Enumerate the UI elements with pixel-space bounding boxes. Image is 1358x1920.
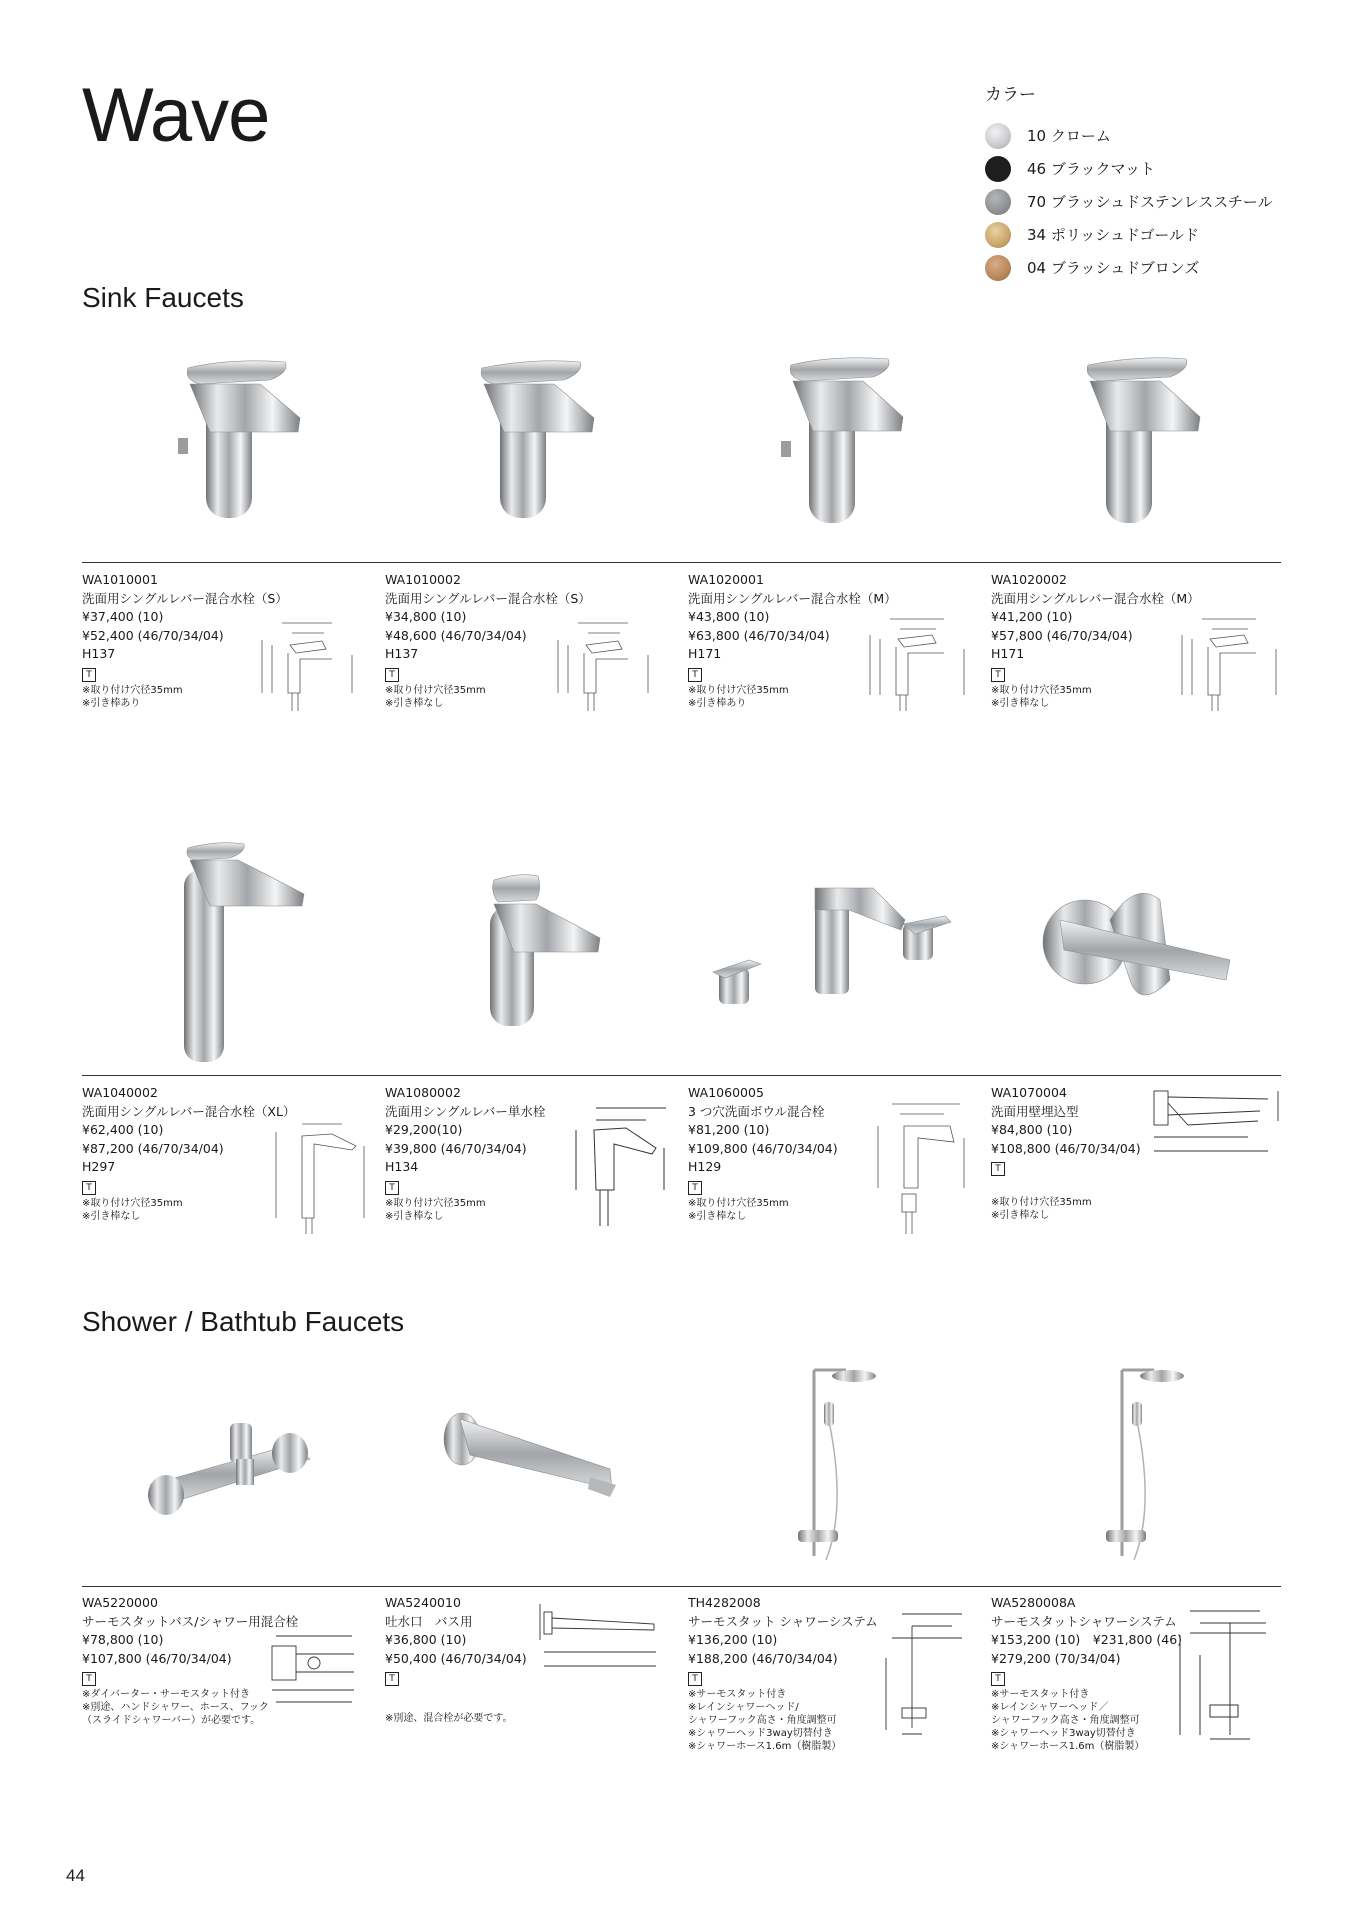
- technical-drawing: [534, 1600, 674, 1680]
- product-height: H171: [991, 646, 1025, 661]
- product-price: ¥87,200 (46/70/34/04): [82, 1140, 224, 1156]
- product-info: [688, 1084, 838, 1223]
- color-swatch: [985, 189, 1011, 215]
- technical-drawing: [262, 1118, 372, 1238]
- product-code: WA5240010: [385, 1595, 461, 1610]
- pillar-tap-icon: [480, 870, 610, 1035]
- t-badge: T: [385, 1181, 399, 1195]
- basin-mixer-m-icon: [1078, 355, 1228, 530]
- product-code: WA1060005: [688, 1085, 764, 1100]
- basin-mixer-xl-icon: [178, 840, 318, 1070]
- product-note: ※取り付け穴径35mm: [688, 1197, 789, 1209]
- product-info: [991, 1084, 1141, 1222]
- shower-system-icon: [1094, 1360, 1204, 1570]
- product-note: ※別途、ハンドシャワー、ホース、フック: [82, 1702, 269, 1713]
- product-note: ※シャワーホース1.6m（樹脂製）: [688, 1741, 842, 1752]
- wall-mounted-mixer-icon: [1040, 880, 1240, 1020]
- color-swatch: [985, 156, 1011, 182]
- product-note: ※別途、混合栓が必要です。: [385, 1713, 513, 1724]
- product-price: ¥43,800 (10): [688, 609, 770, 624]
- t-badge: T: [991, 1162, 1005, 1176]
- bath-spout-icon: [440, 1405, 630, 1515]
- color-legend-heading: カラー: [985, 85, 1036, 105]
- divider: [82, 1586, 1281, 1587]
- product-code: WA1020002: [991, 572, 1067, 587]
- product-height: H171: [688, 646, 722, 661]
- product-name: 洗面用シングルレバー混合水栓（M）: [688, 590, 897, 606]
- product-name: サーモスタットシャワーシステム: [991, 1613, 1177, 1629]
- product-price: ¥63,800 (46/70/34/04): [688, 627, 830, 643]
- product-price: ¥107,800 (46/70/34/04): [82, 1650, 232, 1666]
- technical-drawing: [262, 1630, 367, 1710]
- product-note: ※取り付け穴径35mm: [385, 1197, 486, 1209]
- thermostatic-bath-mixer-icon: [140, 1415, 330, 1515]
- product-info: [991, 571, 1200, 710]
- product-note: ※引き棒なし: [991, 697, 1050, 709]
- product-price: ¥109,800 (46/70/34/04): [688, 1140, 838, 1156]
- shower-system-icon: [786, 1360, 896, 1570]
- product-name: サーモスタットバス/シャワー用混合栓: [82, 1613, 299, 1629]
- product-note: ※取り付け穴径35mm: [991, 684, 1092, 696]
- product-note: ※引き棒なし: [688, 1210, 747, 1222]
- product-note: ※取り付け穴径35mm: [991, 1197, 1092, 1208]
- color-label: 04 ブラッシュドブロンズ: [1027, 259, 1200, 277]
- product-code: TH4282008: [688, 1595, 761, 1610]
- color-item: [985, 218, 1273, 251]
- product-name: 3 つ穴洗面ボウル混合栓: [688, 1103, 825, 1119]
- product-note: ※取り付け穴径35mm: [82, 1197, 183, 1209]
- product-price: ¥188,200 (46/70/34/04): [688, 1650, 838, 1666]
- product-price: ¥37,400 (10): [82, 609, 164, 624]
- product-price: ¥279,200 (70/34/04): [991, 1650, 1121, 1666]
- product-note: シャワーフック高さ・角度調整可: [688, 1715, 837, 1726]
- product-height: H137: [385, 646, 419, 661]
- t-badge: T: [385, 1672, 399, 1686]
- t-badge: T: [385, 668, 399, 682]
- t-badge: T: [688, 1672, 702, 1686]
- product-code: WA1010001: [82, 572, 158, 587]
- product-note: ※レインシャワーヘッド/: [688, 1702, 799, 1713]
- product-note: ※取り付け穴径35mm: [82, 684, 183, 696]
- color-label: 70 ブラッシュドステンレススチール: [1027, 193, 1273, 211]
- product-price: ¥57,800 (46/70/34/04): [991, 627, 1133, 643]
- product-price: ¥136,200 (10): [688, 1632, 778, 1647]
- color-legend: [985, 80, 1273, 284]
- color-swatch: [985, 255, 1011, 281]
- color-swatch: [985, 222, 1011, 248]
- product-note: ※引き棒なし: [385, 1210, 444, 1222]
- t-badge: T: [82, 1181, 96, 1195]
- product-price: ¥108,800 (46/70/34/04): [991, 1140, 1141, 1156]
- product-height: H137: [82, 646, 116, 661]
- product-note: ※引き棒なし: [385, 697, 444, 709]
- product-price: ¥153,200 (10) ¥231,800 (46): [991, 1632, 1183, 1647]
- product-price: ¥41,200 (10): [991, 609, 1073, 624]
- color-item: [985, 251, 1273, 284]
- product-code: WA5220000: [82, 1595, 158, 1610]
- product-code: WA1080002: [385, 1085, 461, 1100]
- product-price: ¥29,200(10): [385, 1122, 463, 1137]
- technical-drawing: [1148, 1085, 1288, 1165]
- technical-drawing: [1172, 615, 1287, 715]
- product-code: WA5280008A: [991, 1595, 1076, 1610]
- basin-mixer-m-popup-icon: [773, 355, 923, 530]
- product-note: ※取り付け穴径35mm: [688, 684, 789, 696]
- product-price: ¥62,400 (10): [82, 1122, 164, 1137]
- product-name: 洗面用シングルレバー混合水栓（S）: [385, 590, 591, 606]
- product-height: H134: [385, 1159, 419, 1174]
- product-info: [385, 1084, 545, 1223]
- product-name: 洗面用シングルレバー混合水栓（XL）: [82, 1103, 296, 1119]
- t-badge: T: [991, 1672, 1005, 1686]
- product-price: ¥50,400 (46/70/34/04): [385, 1650, 527, 1666]
- technical-drawing: [252, 615, 367, 715]
- product-height: H297: [82, 1159, 116, 1174]
- divider: [82, 1075, 1281, 1076]
- product-note: ※サーモスタット付き: [991, 1689, 1090, 1700]
- product-price: ¥48,600 (46/70/34/04): [385, 627, 527, 643]
- color-label: 10 クローム: [1027, 127, 1111, 145]
- color-item: [985, 119, 1273, 152]
- product-price: ¥34,800 (10): [385, 609, 467, 624]
- product-note: ※引き棒なし: [991, 1210, 1050, 1221]
- product-name: 吐水口 バス用: [385, 1613, 473, 1629]
- product-note: ※サーモスタット付き: [688, 1689, 787, 1700]
- product-info: [385, 1594, 527, 1725]
- color-item: [985, 152, 1273, 185]
- divider: [82, 562, 1281, 563]
- product-info: [688, 1594, 878, 1753]
- basin-mixer-s-popup-icon: [170, 358, 320, 528]
- product-name: 洗面用シングルレバー混合水栓（S）: [82, 590, 288, 606]
- technical-drawing: [566, 1100, 676, 1235]
- technical-drawing: [1170, 1605, 1290, 1750]
- product-name: 洗面用シングルレバー混合水栓（M）: [991, 590, 1200, 606]
- product-name: 洗面用壁埋込型: [991, 1103, 1079, 1119]
- product-height: H129: [688, 1159, 722, 1174]
- product-price: ¥78,800 (10): [82, 1632, 164, 1647]
- product-note: ※引き棒あり: [688, 697, 747, 709]
- product-name: サーモスタット シャワーシステム: [688, 1613, 878, 1629]
- product-name: 洗面用シングルレバー単水栓: [385, 1103, 546, 1119]
- technical-drawing: [860, 615, 975, 715]
- product-note: ※シャワーヘッド3way切替付き: [688, 1728, 833, 1739]
- product-note: ※引き棒なし: [82, 1210, 141, 1222]
- product-note: ※引き棒あり: [82, 697, 141, 709]
- page-title: Wave: [82, 73, 270, 158]
- product-note: シャワーフック高さ・角度調整可: [991, 1715, 1140, 1726]
- t-badge: T: [688, 668, 702, 682]
- product-price: ¥84,800 (10): [991, 1122, 1073, 1137]
- color-label: 46 ブラックマット: [1027, 160, 1155, 178]
- product-code: WA1010002: [385, 572, 461, 587]
- three-hole-mixer-icon: [705, 880, 960, 1020]
- product-code: WA1070004: [991, 1085, 1067, 1100]
- product-info: [991, 1594, 1182, 1753]
- product-note: ※レインシャワーヘッド／: [991, 1702, 1109, 1713]
- color-label: 34 ポリッシュドゴールド: [1027, 226, 1200, 244]
- t-badge: T: [991, 668, 1005, 682]
- page-number: 44: [66, 1866, 85, 1885]
- technical-drawing: [862, 1608, 982, 1748]
- product-code: WA1020001: [688, 572, 764, 587]
- product-code: WA1040002: [82, 1085, 158, 1100]
- t-badge: T: [688, 1181, 702, 1195]
- color-item: [985, 185, 1273, 218]
- product-price: ¥36,800 (10): [385, 1632, 467, 1647]
- product-note: （スライドシャワーバー）が必要です。: [82, 1715, 261, 1726]
- technical-drawing: [548, 615, 663, 715]
- section-heading-shower: Shower / Bathtub Faucets: [82, 1306, 405, 1337]
- t-badge: T: [82, 668, 96, 682]
- technical-drawing: [870, 1098, 970, 1238]
- color-swatch: [985, 123, 1011, 149]
- product-note: ※ダイバーター・サーモスタット付き: [82, 1689, 250, 1700]
- product-note: ※シャワーホース1.6m（樹脂製）: [991, 1741, 1145, 1752]
- t-badge: T: [82, 1672, 96, 1686]
- section-heading-sink: Sink Faucets: [82, 282, 244, 313]
- basin-mixer-s-icon: [472, 358, 622, 528]
- product-note: ※取り付け穴径35mm: [385, 684, 486, 696]
- product-price: ¥39,800 (46/70/34/04): [385, 1140, 527, 1156]
- product-price: ¥52,400 (46/70/34/04): [82, 627, 224, 643]
- product-note: ※シャワーヘッド3way切替付き: [991, 1728, 1136, 1739]
- product-price: ¥81,200 (10): [688, 1122, 770, 1137]
